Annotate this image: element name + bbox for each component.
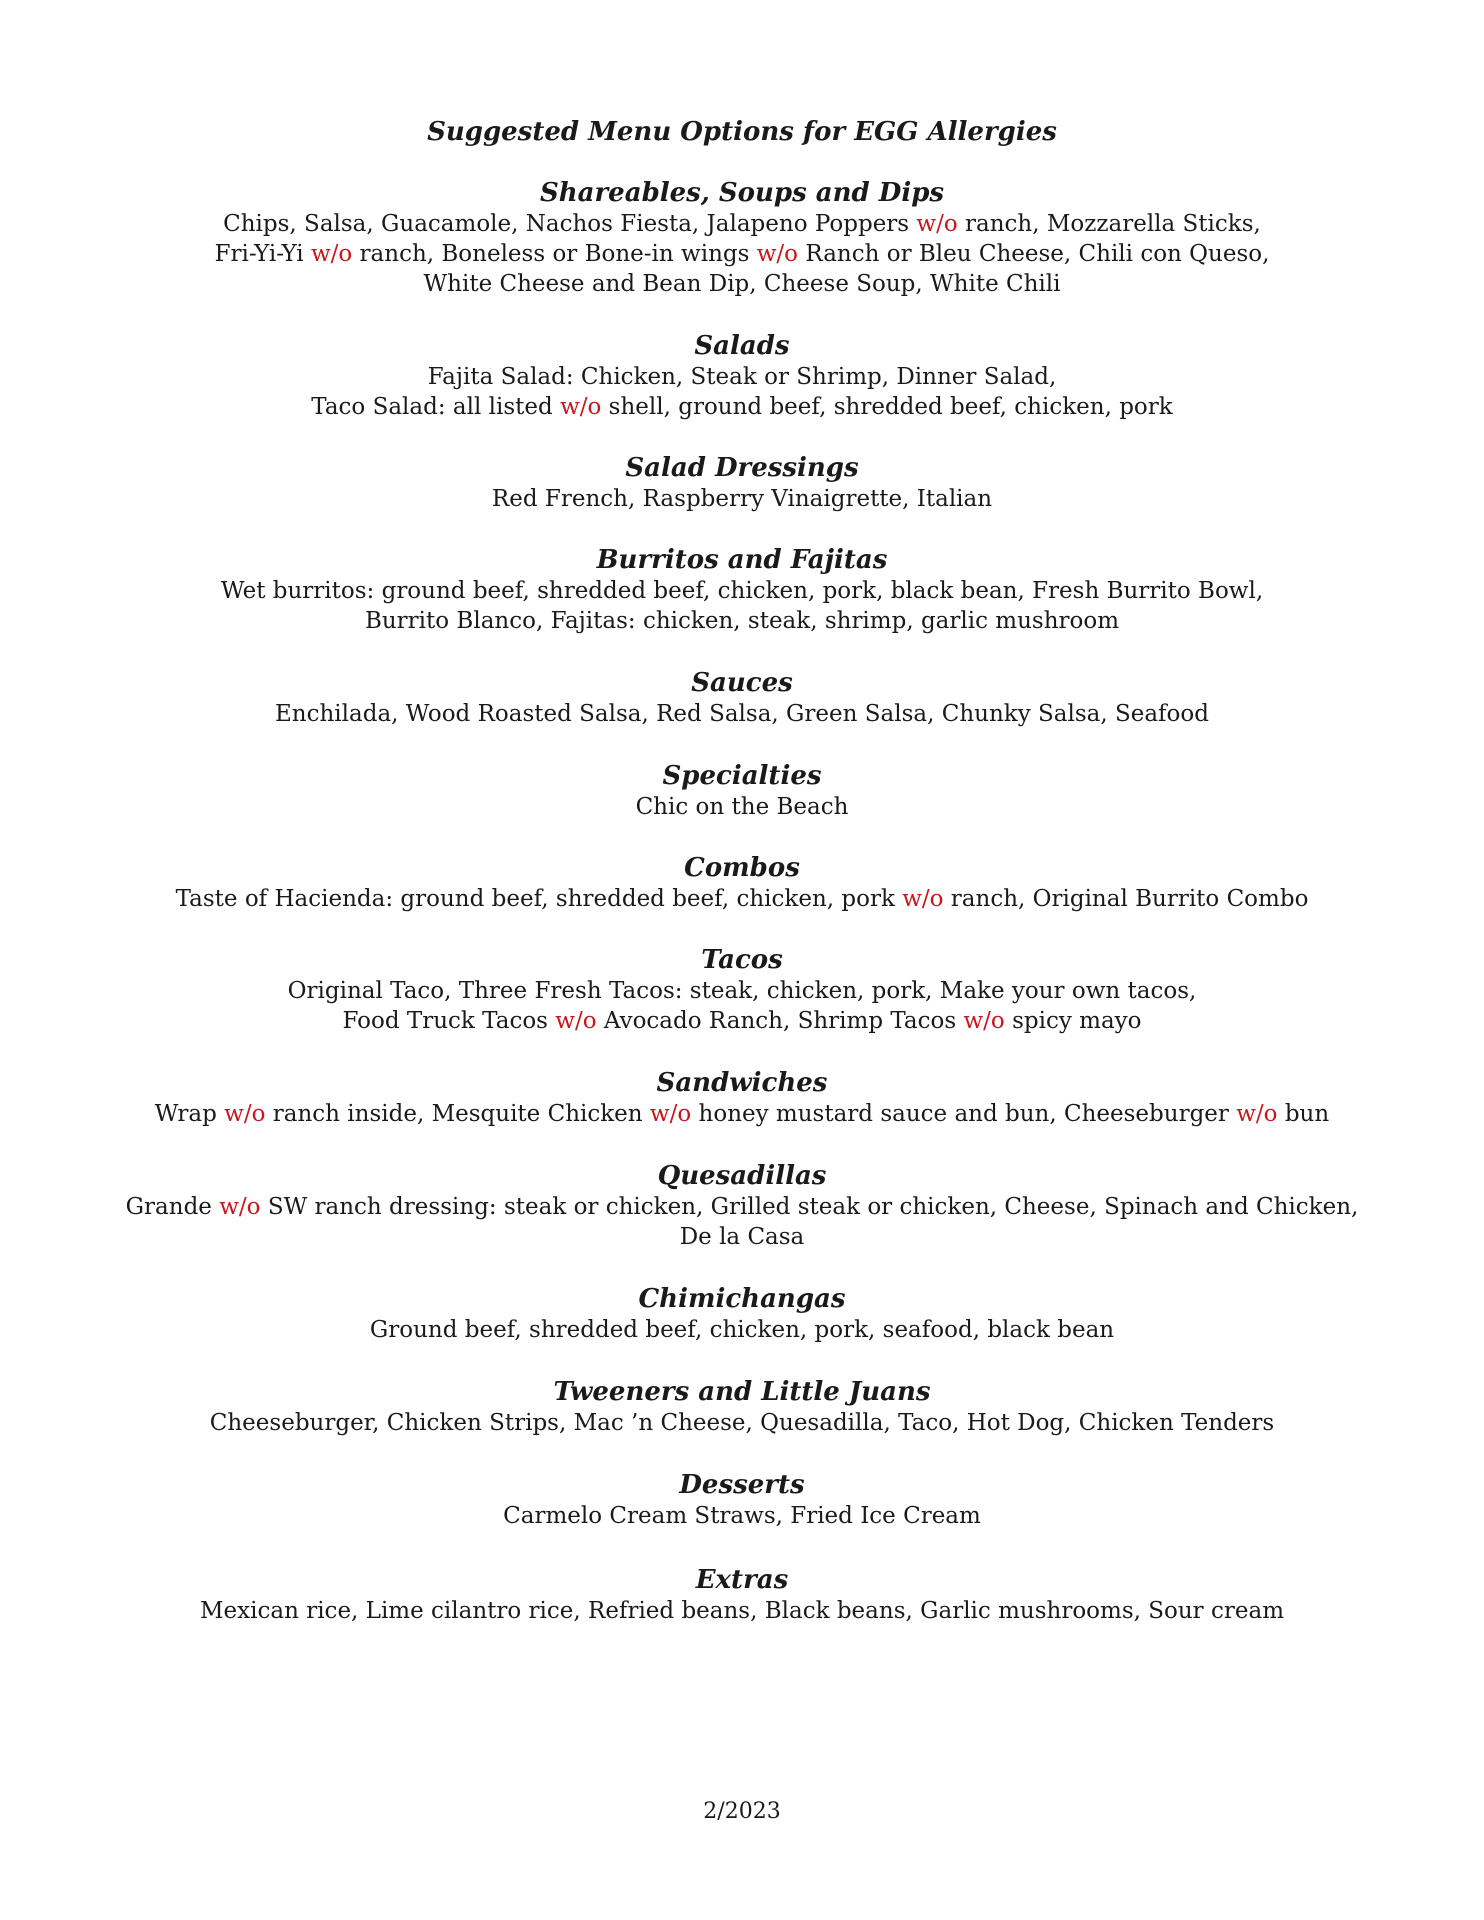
section-line: Wet burritos: ground beef, shredded beef, chicken, pork, black bean, Fresh Burrito Bowl, — [220, 578, 1264, 604]
section-line: Fajita Salad: Chicken, Steak or Shrimp, Dinner Salad, — [427, 364, 1057, 390]
section-line: Mexican rice, Lime cilantro rice, Refried beans, Black beans, Garlic mushrooms, Sour cream — [200, 1598, 1284, 1624]
section-sandwiches — [0, 1068, 1484, 1129]
section-line: Taste of Hacienda: ground beef, shredded beef, chicken, pork w/o ranch, Original Burrito Combo — [175, 886, 1309, 912]
without-marker: w/o — [649, 1101, 692, 1127]
section-line: Chic on the Beach — [635, 794, 849, 820]
without-marker: w/o — [963, 1008, 1005, 1034]
section-heading: Sauces — [691, 668, 793, 698]
section-line: Burrito Blanco, Fajitas: chicken, steak, shrimp, garlic mushroom — [364, 608, 1120, 634]
section-line: Carmelo Cream Straws, Fried Ice Cream — [503, 1503, 981, 1529]
section-heading: Salads — [694, 331, 790, 361]
section-specialties — [0, 761, 1484, 822]
section-heading: Chimichangas — [638, 1284, 846, 1314]
without-marker: w/o — [916, 211, 958, 237]
page-title: Suggested Menu Options for EGG Allergies — [427, 117, 1057, 147]
section-salad-dressings — [0, 453, 1484, 514]
section-heading: Burritos and Fajitas — [596, 545, 888, 575]
without-marker: w/o — [310, 241, 353, 267]
without-marker: w/o — [902, 886, 944, 912]
section-line: Cheeseburger, Chicken Strips, Mac ’n Cheese, Quesadilla, Taco, Hot Dog, Chicken Tenders — [209, 1410, 1275, 1436]
section-sauces — [0, 668, 1484, 729]
section-line: Fri-Yi-Yi w/o ranch, Boneless or Bone-in wings w/o Ranch or Bleu Cheese, Chili con Queso, — [214, 241, 1270, 267]
section-line: Grande w/o SW ranch dressing: steak or chicken, Grilled steak or chicken, Cheese, Spinach and Chicken, — [125, 1194, 1359, 1220]
section-heading: Salad Dressings — [625, 453, 859, 483]
section-burritos-fajitas — [0, 545, 1484, 636]
section-line: Taco Salad: all listed w/o shell, ground beef, shredded beef, chicken, pork — [311, 394, 1173, 420]
section-desserts — [0, 1470, 1484, 1531]
without-marker: w/o — [219, 1194, 261, 1220]
section-chimichangas — [0, 1284, 1484, 1345]
section-line: Wrap w/o ranch inside, Mesquite Chicken w/o honey mustard sauce and bun, Cheeseburger w/o bun — [154, 1101, 1330, 1127]
section-tacos — [0, 945, 1484, 1036]
section-line: De la Casa — [679, 1224, 805, 1250]
section-heading: Extras — [695, 1565, 789, 1595]
section-salads — [0, 331, 1484, 422]
section-line: Original Taco, Three Fresh Tacos: steak, chicken, pork, Make your own tacos, — [287, 978, 1197, 1004]
without-marker: w/o — [756, 241, 799, 267]
section-shareables — [0, 178, 1484, 299]
section-extras — [0, 1565, 1484, 1626]
without-marker: w/o — [555, 1008, 597, 1034]
section-line: Food Truck Tacos w/o Avocado Ranch, Shrimp Tacos w/o spicy mayo — [342, 1008, 1142, 1034]
section-combos — [0, 853, 1484, 914]
section-heading: Combos — [684, 853, 800, 883]
section-heading: Tacos — [701, 945, 783, 975]
section-heading: Specialties — [662, 761, 822, 791]
section-quesadillas — [0, 1161, 1484, 1252]
without-marker: w/o — [560, 394, 602, 420]
without-marker: w/o — [1236, 1101, 1278, 1127]
section-heading: Tweeners and Little Juans — [553, 1377, 931, 1407]
section-tweeners — [0, 1377, 1484, 1438]
section-heading: Shareables, Soups and Dips — [539, 178, 945, 208]
without-marker: w/o — [224, 1101, 266, 1127]
section-line: Red French, Raspberry Vinaigrette, Italian — [491, 486, 993, 512]
section-line: Enchilada, Wood Roasted Salsa, Red Salsa, Green Salsa, Chunky Salsa, Seafood — [275, 701, 1209, 727]
section-line: White Cheese and Bean Dip, Cheese Soup, White Chili — [423, 271, 1061, 297]
section-heading: Quesadillas — [657, 1161, 827, 1191]
section-line: Chips, Salsa, Guacamole, Nachos Fiesta, Jalapeno Poppers w/o ranch, Mozzarella Sticks, — [223, 211, 1261, 237]
section-heading: Desserts — [679, 1470, 805, 1500]
page-date: 2/2023 — [703, 1799, 781, 1824]
section-heading: Sandwiches — [656, 1068, 828, 1098]
section-line: Ground beef, shredded beef, chicken, pork, seafood, black bean — [369, 1317, 1115, 1343]
